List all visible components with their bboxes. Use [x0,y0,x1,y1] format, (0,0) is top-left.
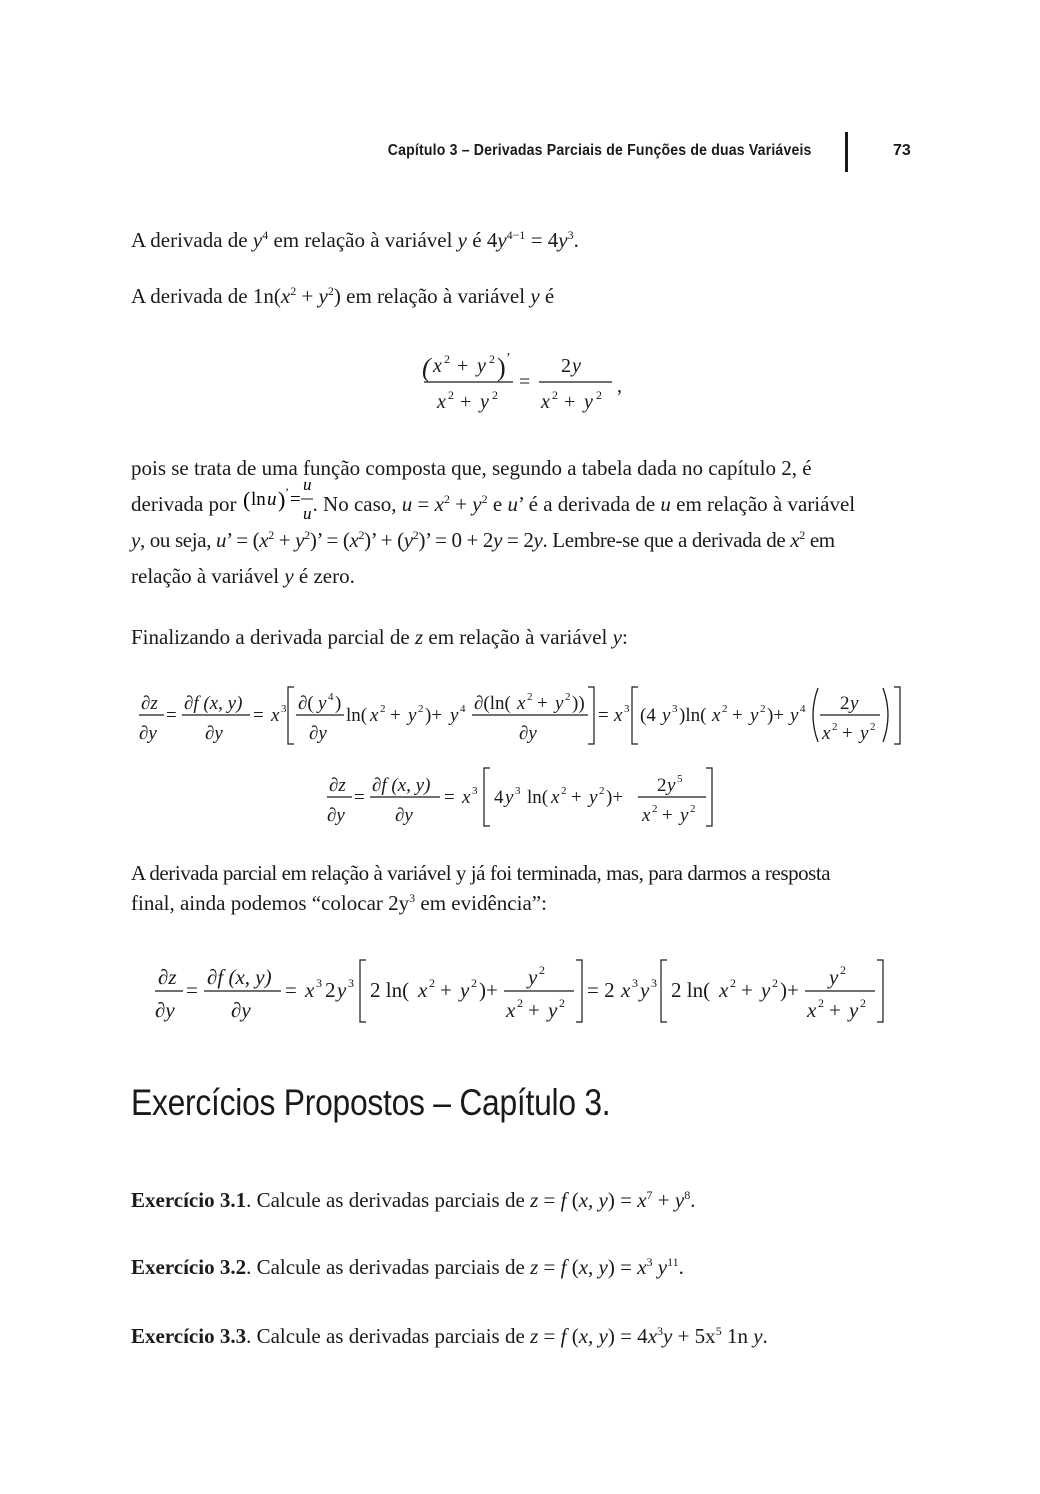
svg-text:3: 3 [348,976,354,990]
header-rule [845,132,848,172]
exercise-3-2: Exercício 3.2. Calcule as derivadas parciais de z = f (x, $y) = x^3$ $y^{11}$. [131,1255,684,1279]
svg-text:y: y [860,723,869,744]
svg-text:x: x [370,705,379,726]
svg-text:∂y: ∂y [231,998,251,1022]
svg-text:y: y [761,978,771,1002]
svg-text:’ [312,475,313,487]
svg-text:x: x [551,787,560,808]
svg-text:(: ( [242,487,250,512]
svg-text:)): )) [572,693,585,714]
svg-text:2: 2 [760,703,766,715]
svg-text:+: + [571,787,582,808]
svg-text:y: y [662,705,671,726]
svg-text:3: 3 [651,976,657,990]
svg-text:3: 3 [672,703,678,715]
svg-text:2: 2 [832,721,838,733]
svg-text:y: y [849,998,859,1022]
svg-text:+: + [564,391,576,413]
svg-text:x: x [433,355,442,377]
svg-text:y: y [480,391,489,413]
svg-text:y: y [829,965,839,989]
svg-text:x: x [418,978,428,1002]
svg-text:+: + [457,355,469,377]
svg-text:2: 2 [489,352,495,366]
svg-text:2: 2 [722,703,728,715]
svg-text:y: y [640,978,650,1002]
svg-text:3: 3 [316,976,322,990]
svg-text:2: 2 [492,388,498,402]
svg-text:=: = [519,371,531,393]
svg-text:2: 2 [444,352,450,366]
svg-text:u: u [302,504,312,523]
svg-text:y: y [790,705,799,726]
section-heading: Exercícios Propostos – Capítulo 3. [131,1082,611,1123]
svg-text:,: , [617,375,622,397]
svg-text:∂y: ∂y [327,805,345,826]
svg-text:x: x [712,705,721,726]
svg-text:x: x [807,998,817,1022]
svg-text:∂(: ∂( [298,693,314,714]
svg-text:∂f (x, y): ∂f (x, y) [184,693,243,714]
svg-text:+: + [829,998,841,1022]
svg-text:y: y [460,978,470,1002]
svg-text:y: y [528,965,538,989]
svg-text:5: 5 [677,773,683,785]
svg-text:x: x [517,693,526,714]
svg-text:2: 2 [418,703,424,715]
svg-text:ln: ln [250,489,266,510]
line-2: final, ainda podemos “colocar $2y^3$ em evidência”: [131,891,547,915]
svg-text:y: y [680,805,689,826]
svg-text:∂f (x, y): ∂f (x, y) [372,775,431,796]
svg-text:2 ln(: 2 ln( [671,978,711,1002]
svg-text:y: y [589,787,598,808]
svg-text:∂y: ∂y [519,723,537,744]
svg-text:y: y [572,355,581,377]
svg-text:x: x [271,705,280,726]
svg-text:2: 2 [429,976,435,990]
svg-text:ln(: ln( [527,787,549,808]
svg-text:2: 2 [652,803,658,815]
running-header [0,140,1040,170]
svg-text:x: x [822,723,831,744]
svg-text:2: 2 [552,388,558,402]
svg-text:∂f (x, y): ∂f (x, y) [207,965,272,989]
svg-text:): ) [497,353,506,382]
svg-text:=: = [444,787,455,808]
svg-text:x: x [506,998,516,1022]
svg-text:2: 2 [559,996,565,1010]
svg-text:y: y [750,705,759,726]
svg-text:=: = [166,705,177,726]
equation-ln-derivative [0,340,1040,420]
svg-text:y: y [477,355,486,377]
paragraph-finalizing: Finalizando a derivada parcial de z em relação à variável y: [131,625,628,649]
svg-text:2: 2 [870,721,876,733]
svg-text:2: 2 [840,963,846,977]
line-1: pois se trata de uma função composta que, segundo a tabela dada no capítulo 2, é [131,456,812,480]
svg-text:)+: )+ [780,978,799,1002]
exercise-3-3: Exercício 3.3. Calcule as derivadas parciais de z = f (x, $y) = 4x^3y + 5x^5$ 1n y. [131,1324,768,1348]
svg-text:2: 2 [527,691,533,703]
svg-text:∂y: ∂y [155,998,175,1022]
inline-formula-ln-u [237,475,313,523]
svg-text:’: ’ [284,485,289,499]
svg-text:x: x [642,805,651,826]
svg-text:2: 2 [561,785,567,797]
page-number: 73 [893,142,911,159]
svg-text:2: 2 [690,803,696,815]
svg-text:=: = [285,978,297,1002]
svg-text:3: 3 [472,785,478,797]
svg-text:x: x [621,978,631,1002]
svg-text:=: = [253,705,264,726]
svg-text:y: y [337,978,347,1002]
svg-text:2 ln(: 2 ln( [370,978,410,1002]
svg-text:+: + [732,705,743,726]
svg-text:y: y [667,775,676,796]
svg-text:2: 2 [860,996,866,1010]
svg-text:u: u [266,489,277,510]
line-1: A derivada parcial em relação à variável y já foi terminada, mas, para darmos a resposta [131,861,831,885]
svg-text:4: 4 [460,703,466,715]
svg-text:x: x [305,978,315,1002]
svg-text:y: y [584,391,593,413]
svg-text:x: x [437,391,446,413]
svg-text:2: 2 [657,775,667,796]
svg-text:)+: )+ [606,787,624,808]
svg-text:2: 2 [840,693,850,714]
svg-text:∂y: ∂y [309,723,327,744]
svg-text:)+: )+ [767,705,785,726]
svg-text:2: 2 [380,703,386,715]
svg-text:2: 2 [565,691,571,703]
svg-text:(: ( [422,353,431,382]
svg-text:+: + [440,978,452,1002]
svg-text:y: y [850,693,859,714]
svg-text:): ) [335,693,342,714]
svg-text:4: 4 [800,703,806,715]
svg-text:+: + [460,391,472,413]
svg-text:+: + [390,705,401,726]
svg-text:y: y [505,787,514,808]
svg-text:2: 2 [596,388,602,402]
svg-text:x: x [541,391,550,413]
svg-text:3: 3 [515,785,521,797]
svg-text:): ) [277,487,285,512]
paragraph-composite-function [131,450,911,594]
svg-text:2: 2 [448,388,454,402]
svg-text:2: 2 [772,976,778,990]
equation-factored-result [0,954,1040,1030]
svg-text:∂y: ∂y [395,805,413,826]
svg-text:)+: )+ [425,705,443,726]
svg-text:+: + [662,805,673,826]
svg-text:2: 2 [599,785,605,797]
svg-text:2: 2 [730,976,736,990]
svg-text:y: y [548,998,558,1022]
svg-text:x: x [719,978,729,1002]
svg-text:2: 2 [818,996,824,1010]
svg-text:=: = [354,787,365,808]
svg-text:2: 2 [325,978,336,1002]
svg-text:x: x [462,787,471,808]
svg-text:)+: )+ [479,978,498,1002]
svg-text:y: y [555,693,564,714]
svg-text:u: u [302,475,312,494]
svg-text:’: ’ [506,351,511,366]
svg-text:∂y: ∂y [139,723,157,744]
svg-text:∂(ln(: ∂(ln( [474,693,511,714]
svg-text:=: = [186,978,198,1002]
svg-text:2: 2 [471,976,477,990]
svg-text:2: 2 [517,996,523,1010]
line-2: derivada por ( ln u ) ’ = u u . No caso, $u = x^2 + y^2$ e u’ é a derivada de u em relação à variável [131,475,856,523]
svg-text:ln(: ln( [346,705,368,726]
equation-partial-derivative-result [0,764,1040,834]
svg-text:2: 2 [561,355,571,377]
svg-text:3: 3 [624,703,630,715]
line-4: relação à variável y é zero. [131,564,355,588]
svg-text:+: + [741,978,753,1002]
exercise-3-1: Exercício 3.1. Calcule as derivadas parciais de z = f (x, $y) = x^7 + y^8$. [131,1188,696,1212]
svg-text:∂z: ∂z [141,693,158,714]
svg-text:y: y [450,705,459,726]
svg-text:3: 3 [281,703,287,715]
chapter-title: Capítulo 3 – Derivadas Parciais de Funções de duas Variáveis [388,142,812,159]
paragraph-derivative-y4: A derivada de $y^4$ em relação à variável y é $4y^{4-1} = 4y^3$. [131,228,579,252]
paragraph-derivative-ln: A derivada de $1n(x^2 + y^2)$ em relação à variável y é [131,284,555,308]
svg-text:x: x [614,705,623,726]
svg-text:∂z: ∂z [158,965,177,989]
svg-text:∂y: ∂y [205,723,223,744]
svg-text:= 2: = 2 [587,978,615,1002]
svg-text:4: 4 [328,691,334,703]
svg-text:+: + [842,723,853,744]
svg-text:(4: (4 [640,705,656,726]
paragraph-factor-out [131,858,911,918]
svg-text:y: y [408,705,417,726]
svg-text:y: y [318,693,327,714]
svg-text:=: = [598,705,609,726]
svg-text:2: 2 [539,963,545,977]
line-3: y, ou seja, u’ = $(x^2 + y^2)$’ = $(x^2)$’ + $(y^2)$’ = 0 + 2y = 2y. Lembre-se que a derivada de $x^2$ em [131,528,835,552]
svg-text:3: 3 [632,976,638,990]
equation-partial-derivative-expanded [0,680,1040,750]
svg-text:4: 4 [494,787,504,808]
svg-text:+: + [537,693,548,714]
svg-text:)ln(: )ln( [679,705,707,726]
svg-text:∂z: ∂z [329,775,346,796]
svg-text:=: = [289,489,301,510]
svg-text:+: + [528,998,540,1022]
